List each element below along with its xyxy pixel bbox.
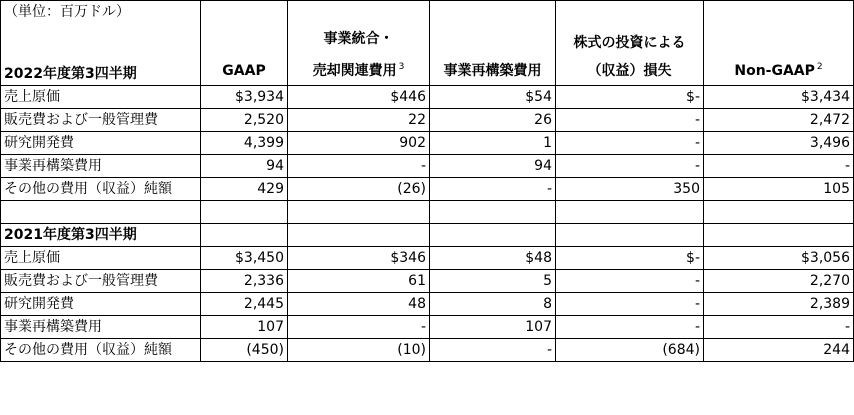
row-label: 販売費および一般管理費: [1, 109, 201, 132]
col-header-investment: 株式の投資による （収益）損失: [556, 1, 704, 86]
col-header-gaap: GAAP: [201, 1, 288, 86]
row-label: 販売費および一般管理費: [1, 270, 201, 293]
table-row: 販売費および一般管理費 2,520 22 26 - 2,472: [1, 109, 854, 132]
footnote-2: 2: [816, 62, 823, 72]
unit-note: （単位：百万ドル）: [1, 1, 201, 30]
row-label: 事業再構築費用: [1, 155, 201, 178]
row-label: その他の費用（収益）純額: [1, 178, 201, 201]
table-row: 売上原価 $3,450 $346 $48 $- $3,056: [1, 247, 854, 270]
table-row: その他の費用（収益）純額 429 (26) - 350 105: [1, 178, 854, 201]
col-header-nongaap: Non-GAAP $^2$: [704, 1, 854, 86]
table-row: 販売費および一般管理費 2,336 61 5 - 2,270: [1, 270, 854, 293]
col-header-integration: 事業統合・ 売却関連費用 $^3$: [288, 1, 430, 86]
section-title: 2022年度第3四半期: [1, 57, 201, 86]
row-label: 研究開発費: [1, 132, 201, 155]
table-row: 売上原価 $3,934 $446 $54 $- $3,434: [1, 86, 854, 109]
header-row-top: [1, 1, 854, 30]
section-title: 2021年度第3四半期: [1, 224, 201, 247]
col-header-restructuring: 事業再構築費用: [430, 1, 556, 86]
section-title-row: [1, 224, 854, 247]
table-row: 事業再構築費用 94 - 94 - -: [1, 155, 854, 178]
row-label: その他の費用（収益）純額: [1, 339, 201, 362]
footnote-3: 3: [398, 62, 405, 72]
table-row: 研究開発費 4,399 902 1 - 3,496: [1, 132, 854, 155]
table-row: 事業再構築費用 107 - 107 - -: [1, 316, 854, 339]
row-label: 研究開発費: [1, 293, 201, 316]
row-label: 売上原価: [1, 247, 201, 270]
row-label: 売上原価: [1, 86, 201, 109]
spacer-row: [1, 201, 854, 224]
table-row: その他の費用（収益）純額 (450) (10) - (684) 244: [1, 339, 854, 362]
row-label: 事業再構築費用: [1, 316, 201, 339]
table-row: 研究開発費 2,445 48 8 - 2,389: [1, 293, 854, 316]
